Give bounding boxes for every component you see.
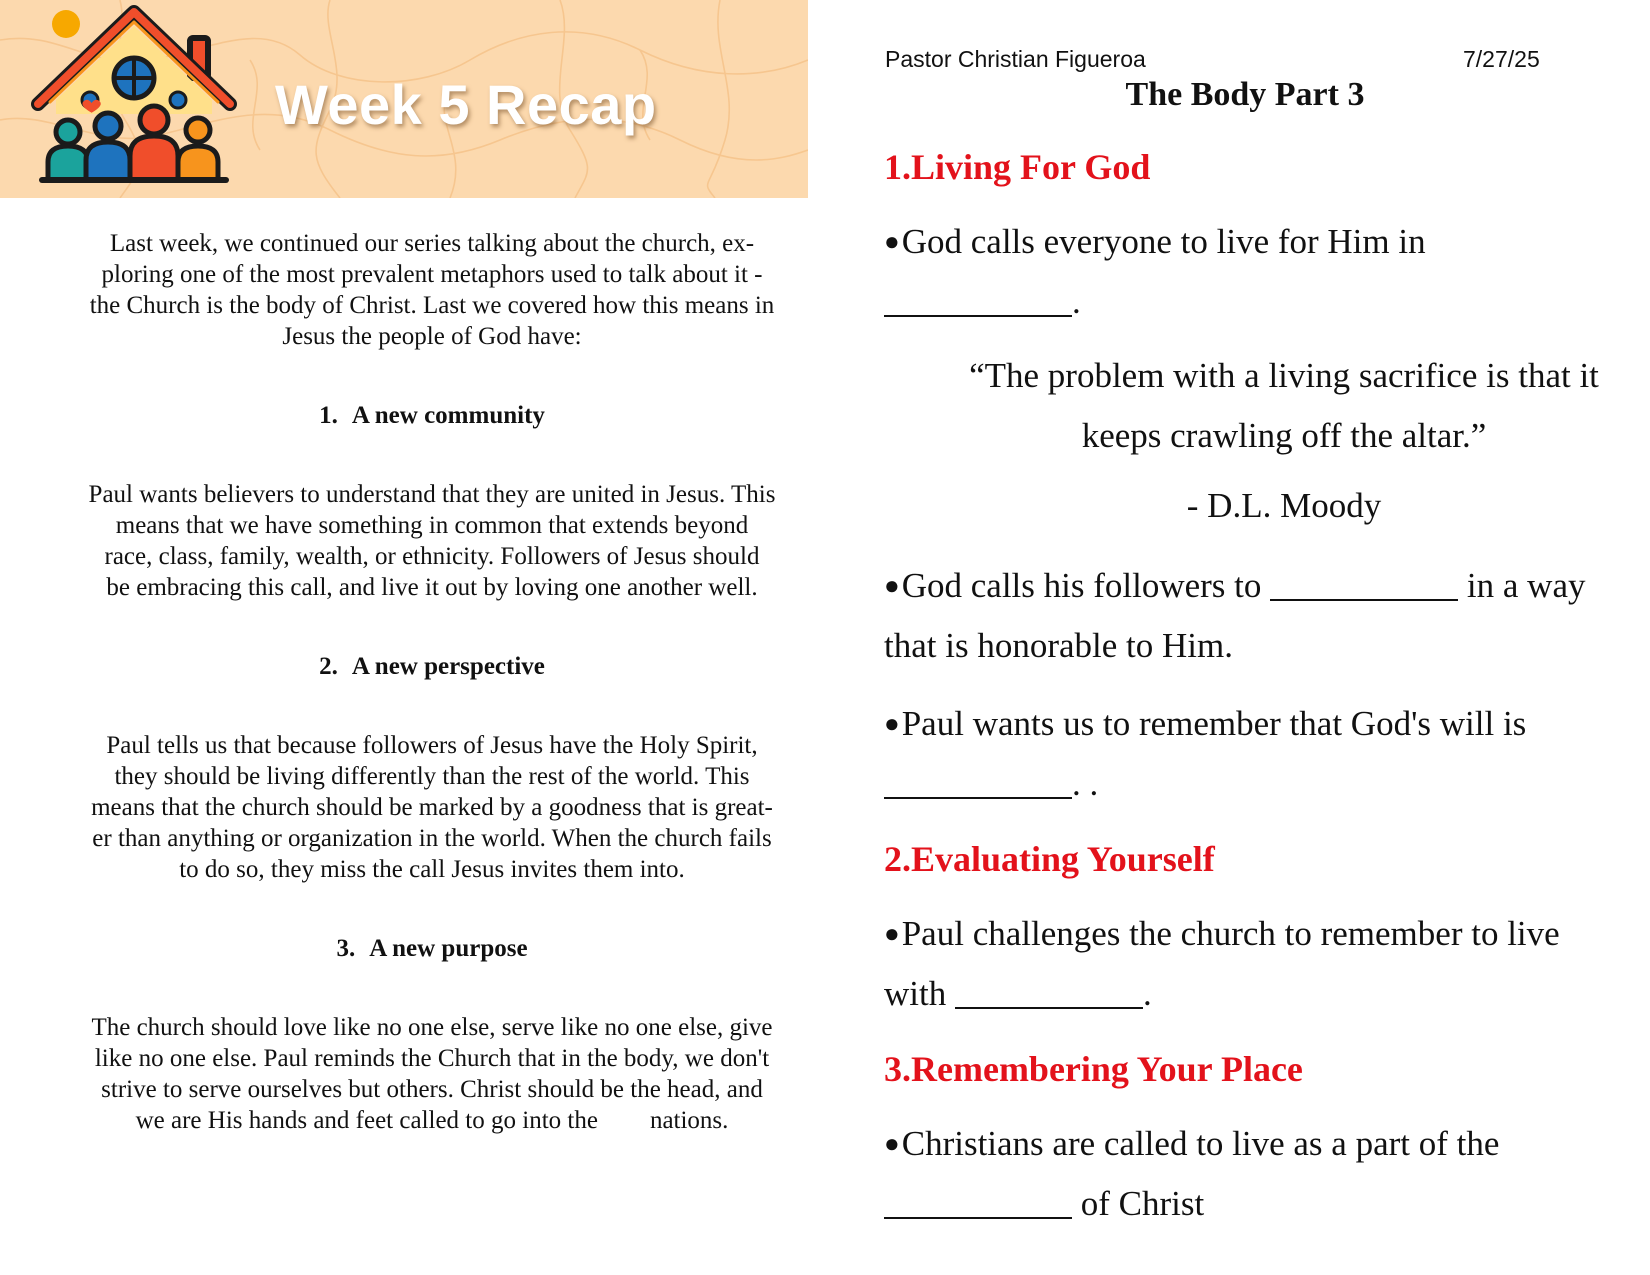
recap-intro: [22, 228, 842, 352]
recap-point-body: [22, 479, 842, 603]
recap-point-heading: [22, 400, 842, 431]
recap-point-number: 3.: [336, 935, 356, 962]
recap-point-title: A new perspective: [351, 653, 545, 680]
note-bullet-continuation: [884, 1184, 1204, 1224]
recap-column: [22, 228, 842, 1136]
bullet-icon: ●: [884, 571, 900, 600]
recap-point-number: 1.: [319, 402, 338, 429]
recap-body-line: like no one else. Paul reminds the Church that in the body, we don't: [94, 1045, 770, 1072]
recap-point-heading: [22, 651, 842, 682]
recap-intro-line: Last week, we continued our series talking about the church, ex-: [109, 230, 755, 257]
recap-body-line: Paul wants believers to understand that they are united in Jesus. This: [88, 481, 776, 508]
recap-body-line: they should be living differently than the rest of the world. This: [114, 763, 750, 790]
recap-body-line: er than anything or organization in the world. When the church fails: [92, 825, 772, 852]
recap-body-line: strive to serve ourselves but others. Christ should be the head, and: [101, 1076, 763, 1103]
recap-intro-line: ploring one of the most prevalent metaphors used to talk about it -: [101, 261, 763, 288]
bullet-text: of Christ: [1080, 1184, 1205, 1223]
note-bullet-continuation: [884, 974, 1152, 1014]
recap-body-line: to do so, they miss the call Jesus invites them into.: [179, 856, 685, 883]
bullet-text: .: [1072, 282, 1081, 321]
note-bullet-continuation: [884, 764, 1098, 804]
recap-point-body: [22, 1012, 842, 1136]
recap-intro-line: the Church is the body of Christ. Last we covered how this means in: [89, 292, 775, 319]
recap-point-title: A new purpose: [369, 935, 528, 962]
quote-line: keeps crawling off the altar.”: [1081, 416, 1487, 455]
note-bullet-continuation: that is honorable to Him.: [884, 626, 1233, 665]
note-bullet: [884, 222, 1426, 262]
section-heading: 2.Evaluating Yourself: [884, 839, 1215, 879]
note-bullet-continuation: [884, 282, 1081, 322]
recap-body-line: means that we have something in common that extends beyond: [115, 512, 749, 539]
bullet-icon: ●: [884, 227, 900, 256]
sun-icon: [52, 10, 80, 38]
note-bullet: [884, 914, 1560, 954]
bullet-text: Paul challenges the church to remember to live: [901, 914, 1560, 953]
recap-body-line: means that the church should be marked by a goodness that is great-: [91, 794, 773, 821]
recap-body-line: race, class, family, wealth, or ethnicity. Followers of Jesus should: [104, 543, 760, 570]
recap-body-line: nations.: [649, 1107, 729, 1134]
quote-author: - D.L. Moody: [1186, 486, 1382, 525]
note-bullet: [884, 704, 1526, 744]
note-bullet: [884, 566, 1585, 606]
recap-point-heading: [22, 933, 842, 964]
bullet-text: . .: [1072, 764, 1099, 803]
header-banner: [0, 0, 808, 198]
sermon-date: 7/27/25: [1463, 46, 1540, 72]
note-bullet: [884, 1124, 1499, 1164]
banner-title: Week 5 Recap: [275, 73, 657, 136]
bullet-text: .: [1142, 974, 1152, 1013]
recap-body-line: we are His hands and feet called to go into the: [135, 1107, 598, 1134]
recap-body-line: The church should love like no one else, serve like no one else, give: [91, 1014, 773, 1041]
pastor-name: Pastor Christian Figueroa: [885, 46, 1146, 72]
bullet-text: God calls his followers to: [901, 566, 1262, 605]
fill-in-blank[interactable]: [884, 289, 1072, 317]
quote-line: “The problem with a living sacrifice is that it: [969, 356, 1599, 395]
recap-body-line: Paul tells us that because followers of Jesus have the Holy Spirit,: [106, 732, 758, 759]
fill-in-blank[interactable]: [884, 771, 1072, 799]
bullet-icon: ●: [884, 709, 900, 738]
section-heading: 1.Living For God: [884, 147, 1151, 187]
bullet-text: in a way: [1466, 566, 1586, 605]
bullet-icon: ●: [884, 919, 900, 948]
bullet-text: with: [884, 974, 947, 1013]
recap-point-title: A new community: [351, 402, 545, 429]
recap-body-line: be embracing this call, and live it out by loving one another well.: [106, 574, 758, 601]
recap-intro-line: Jesus the people of God have:: [282, 323, 582, 350]
recap-point-body: [22, 730, 842, 885]
section-heading: 3.Remembering Your Place: [884, 1049, 1303, 1089]
fill-in-blank[interactable]: [884, 1191, 1072, 1219]
bullet-icon: ●: [884, 1129, 900, 1158]
bullet-text: Christians are called to live as a part of the: [901, 1124, 1500, 1163]
bullet-text: God calls everyone to live for Him in: [901, 222, 1426, 261]
sermon-title: The Body Part 3: [1125, 76, 1365, 113]
fill-in-blank[interactable]: [955, 981, 1143, 1009]
family-house-logo: [28, 4, 246, 190]
fill-in-blank[interactable]: [1270, 573, 1458, 601]
recap-point-number: 2.: [319, 653, 338, 680]
bullet-text: Paul wants us to remember that God's will is: [901, 704, 1527, 743]
